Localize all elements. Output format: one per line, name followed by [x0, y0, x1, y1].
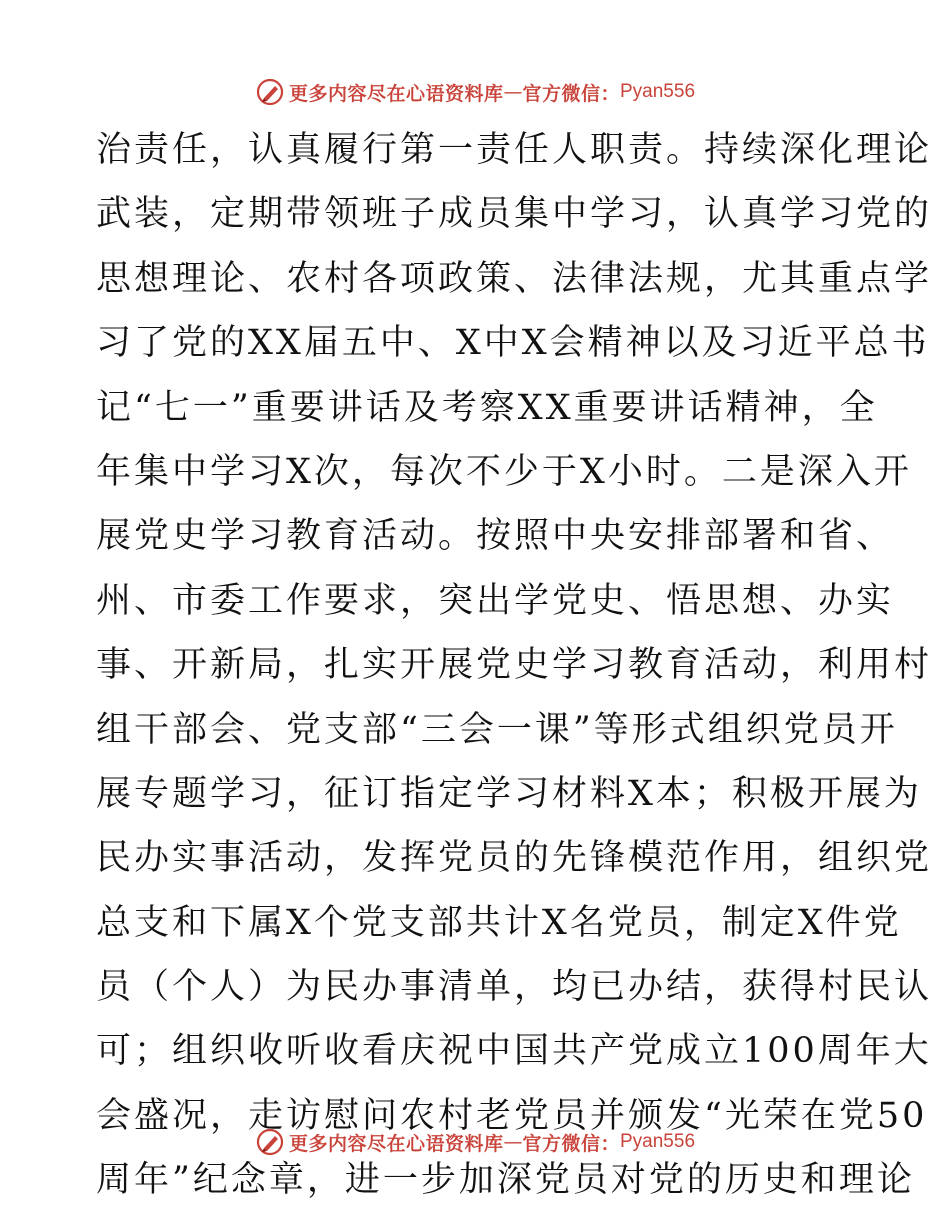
text-line: 思想理论、农村各项政策、法律法规，尤其重点学	[96, 258, 933, 299]
text-line: 周年”纪念章，进一步加深党员对党的历史和理论	[96, 1160, 915, 1201]
text-line: 州、市委工作要求，突出学党史、悟思想、办实	[96, 580, 895, 621]
text-line: 记“七一”重要讲话及考察XX重要讲话精神，全	[96, 387, 878, 428]
text-line: 展专题学习，征订指定学习材料X本；积极开展为	[96, 773, 922, 814]
text-line: 员（个人）为民办事清单，均已办结，获得村民认	[96, 967, 933, 1008]
text-line: 展党史学习教育活动。按照中央安排部署和省、	[96, 516, 895, 557]
pen-logo-icon	[255, 1127, 285, 1157]
text-line: 总支和下属X个党支部共计X名党员，制定X件党	[96, 902, 902, 943]
pen-logo-icon	[255, 77, 285, 107]
text-line: 习了党的XX届五中、X中X会精神以及习近平总书	[96, 323, 930, 364]
text-line: 民办实事活动，发挥党员的先锋模范作用，组织党	[96, 838, 933, 879]
watermark-contact-label: 官方微信：	[522, 1132, 620, 1155]
watermark-separator: —	[503, 81, 523, 103]
watermark-contact-id: Pyan556	[620, 81, 696, 102]
text-line: 会盛况，走访慰问农村老党员并颁发“光荣在党50	[96, 1095, 928, 1136]
text-line: 组干部会、党支部“三会一课”等形式组织党员开	[96, 709, 898, 750]
text-line: 年集中学习X次，每次不少于X小时。二是深入开	[96, 451, 912, 492]
footer-watermark	[0, 1122, 950, 1162]
text-line: 治责任，认真履行第一责任人职责。持续深化理论	[96, 130, 933, 170]
text-line: 可；组织收听收看庆祝中国共产党成立100周年大	[96, 1031, 932, 1072]
watermark-text: 更多内容尽在心语资料库	[288, 1132, 504, 1155]
watermark-text: 更多内容尽在心语资料库	[288, 82, 504, 105]
document-body	[96, 118, 933, 1213]
watermark-separator: —	[503, 1131, 523, 1153]
text-line: 事、开新局，扎实开展党史学习教育活动，利用村	[96, 645, 933, 686]
text-line: 武装，定期带领班子成员集中学习，认真学习党的	[96, 194, 933, 235]
watermark-contact-label: 官方微信：	[522, 82, 620, 105]
header-watermark	[0, 72, 950, 112]
watermark-contact-id: Pyan556	[620, 1131, 696, 1152]
